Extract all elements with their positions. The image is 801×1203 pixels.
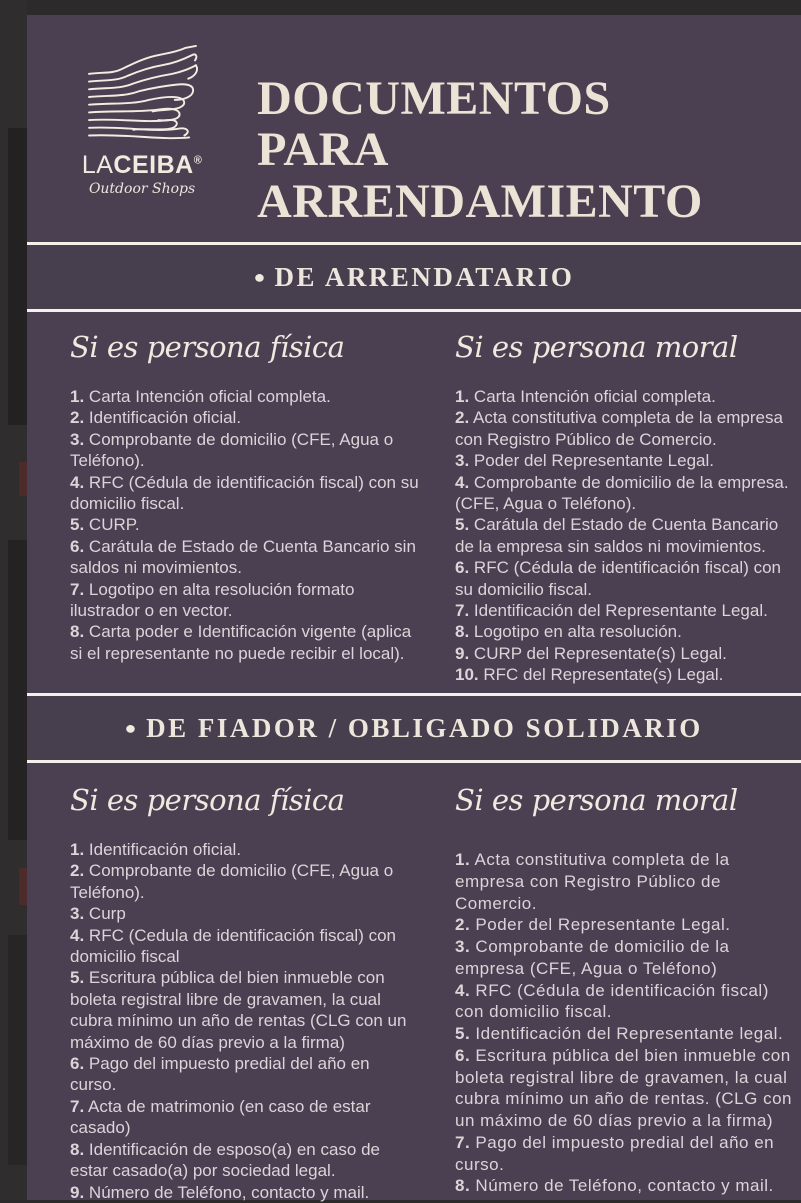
- item-text: Pago del impuesto predial del año en curso.: [455, 1132, 775, 1174]
- item-number: 1.: [70, 387, 85, 406]
- list-item: [455, 1045, 801, 1132]
- section-title: DE FIADOR / OBLIGADO SOLIDARIO: [146, 712, 703, 743]
- item-number: 8.: [70, 622, 85, 642]
- item-text: Carátula de Estado de Cuenta Bancario sin saldos ni movimientos.: [70, 536, 416, 578]
- column-persona-fisica: [70, 783, 420, 1203]
- item-number: 6.: [70, 1054, 85, 1074]
- brand-name-light: LA: [81, 151, 114, 179]
- item-text: Identificación oficial.: [88, 408, 242, 428]
- item-text: Carta Intención oficial completa.: [88, 387, 331, 406]
- item-number: 6.: [455, 1045, 471, 1065]
- item-text: Identificación oficial.: [88, 840, 242, 859]
- background-thumbnail: [8, 935, 27, 1165]
- brand-name-bold: CEIBA: [113, 151, 194, 179]
- list-item: [70, 903, 420, 924]
- background-feed-strip: [0, 0, 27, 1200]
- background-thumbnail: [19, 462, 27, 496]
- list-item: [455, 643, 801, 664]
- item-text: Poder del Representante Legal.: [475, 915, 731, 935]
- section-band-arrendatario: [27, 242, 801, 312]
- item-text: Número de Teléfono, contacto y mail.: [475, 1176, 774, 1196]
- brand-tagline: Outdoor Shops: [88, 181, 196, 197]
- item-number: 3.: [70, 904, 85, 924]
- list-item: [70, 536, 420, 579]
- item-number: 7.: [70, 579, 85, 599]
- item-text: Identificación de esposo(a) en caso de estar casado(a) por sociedad legal.: [70, 1139, 380, 1181]
- page-title-line2: PARA ARRENDAMIENTO: [257, 123, 703, 228]
- list-item: [455, 472, 801, 515]
- item-number: 5.: [455, 515, 470, 535]
- column-persona-fisica: [70, 330, 420, 686]
- item-number: 10.: [455, 665, 479, 685]
- bullet-icon: ●: [124, 718, 137, 738]
- item-text: RFC (Cédula de identificación fiscal) con su domicilio fiscal.: [455, 558, 782, 599]
- section-arrendatario-columns: [70, 330, 801, 686]
- column-heading: Si es persona física: [70, 330, 345, 364]
- list-item: [70, 860, 420, 903]
- item-number: 5.: [70, 515, 85, 535]
- item-number: 4.: [70, 472, 85, 492]
- item-text: Acta de matrimonio (en caso de estar casado): [70, 1096, 371, 1138]
- item-text: Comprobante de domicilio (CFE, Agua o Teléfono).: [70, 861, 394, 902]
- page-title-line1: DOCUMENTOS: [257, 72, 611, 125]
- list-item: [455, 407, 801, 450]
- topographic-contours-icon: [79, 45, 205, 149]
- column-persona-moral: [455, 330, 801, 686]
- item-text: RFC del Representate(s) Legal.: [483, 665, 724, 685]
- item-text: RFC (Cédula de identificación fiscal) con domicilio fiscal.: [455, 980, 769, 1022]
- document-list: [70, 839, 420, 1203]
- item-text: CURP del Representate(s) Legal.: [473, 643, 727, 663]
- page-title: [257, 73, 801, 227]
- item-text: RFC (Cedula de identificación fiscal) con domicilio fiscal: [70, 925, 397, 967]
- item-number: 9.: [455, 643, 470, 663]
- list-item: [70, 1139, 420, 1182]
- list-item: [70, 925, 420, 968]
- item-text: Comprobante de domicilio de la empresa. (CFE, Agua o Teléfono).: [455, 472, 789, 514]
- background-thumbnail: [8, 128, 27, 425]
- item-text: Identificación del Representante Legal.: [473, 601, 768, 621]
- list-item: [455, 1175, 801, 1197]
- list-item: [70, 386, 420, 407]
- list-item: [70, 967, 420, 1053]
- list-item: [70, 839, 420, 860]
- item-number: 2.: [70, 408, 85, 428]
- document-list: [70, 386, 420, 664]
- item-number: 6.: [70, 536, 85, 556]
- item-text: Escritura pública del bien inmueble con boleta registral libre de gravamen, la cual cubra mínimo un año de rentas. (CLG con un máximo de 60 días previo a la firma): [455, 1045, 792, 1130]
- brand-name: [67, 151, 217, 180]
- item-number: 3.: [455, 451, 470, 471]
- list-item: [455, 621, 801, 642]
- item-text: Carátula del Estado de Cuenta Bancario de la empresa sin saldos ni movimientos.: [455, 515, 779, 556]
- item-text: Pago del impuesto predial del año en curso.: [70, 1054, 370, 1095]
- list-item: [455, 450, 801, 471]
- list-item: [70, 621, 420, 664]
- item-text: RFC (Cédula de identificación fiscal) con su domicilio fiscal.: [70, 472, 419, 514]
- list-item: [70, 1053, 420, 1096]
- registered-mark: ®: [193, 154, 203, 167]
- column-heading: Si es persona moral: [455, 330, 738, 364]
- item-number: 4.: [455, 980, 471, 1000]
- item-text: Logotipo en alta resolución.: [473, 622, 682, 642]
- list-item: [455, 980, 801, 1024]
- item-text: Carta poder e Identificación vigente (aplica si el representante no puede recibir el local).: [70, 622, 412, 663]
- list-item: [455, 1023, 801, 1045]
- item-number: 8.: [70, 1139, 85, 1159]
- list-item: [455, 514, 801, 557]
- section-title: DE ARRENDATARIO: [274, 261, 575, 292]
- column-heading: Si es persona moral: [455, 783, 738, 817]
- item-text: Comprobante de domicilio (CFE, Agua o Teléfono).: [70, 429, 394, 471]
- item-text: Escritura pública del bien inmueble con boleta registral libre de gravamen, la cual cubra mínimo un año de rentas (CLG con un máximo de 60 días previo a la firma): [70, 968, 407, 1052]
- item-number: 6.: [455, 558, 470, 578]
- list-item: [70, 579, 420, 622]
- list-item: [70, 407, 420, 428]
- item-number: 2.: [70, 861, 85, 881]
- item-number: 2.: [455, 915, 471, 935]
- list-item: [70, 429, 420, 472]
- item-text: Acta constitutiva completa de la empresa con Registro Público de Comercio.: [455, 408, 783, 449]
- item-number: 8.: [455, 1176, 471, 1196]
- item-number: 5.: [455, 1024, 471, 1043]
- list-item: [455, 664, 801, 685]
- list-item: [455, 386, 801, 407]
- item-number: 5.: [70, 968, 85, 988]
- item-number: 4.: [455, 472, 470, 492]
- item-text: Curp: [88, 904, 126, 924]
- item-number: 3.: [455, 937, 471, 956]
- background-thumbnail: [19, 868, 27, 905]
- list-item: [455, 849, 801, 914]
- brand-logo: [67, 45, 217, 227]
- list-item: [455, 600, 801, 621]
- item-text: Identificación del Representante legal.: [475, 1024, 784, 1043]
- list-item: [455, 914, 801, 936]
- bullet-icon: ●: [253, 267, 266, 287]
- item-text: Número de Teléfono, contacto y mail.: [88, 1182, 370, 1202]
- document-list: [455, 849, 801, 1197]
- item-number: 3.: [70, 429, 85, 449]
- item-number: 4.: [70, 925, 85, 945]
- list-item: [455, 936, 801, 980]
- section-band-fiador: [27, 693, 801, 763]
- flyer-panel: [27, 15, 801, 1200]
- item-number: 1.: [455, 850, 471, 869]
- item-number: 7.: [455, 1132, 471, 1152]
- item-text: Comprobante de domicilio de la empresa (CFE, Agua o Teléfono): [455, 937, 730, 978]
- item-number: 9.: [70, 1182, 85, 1202]
- item-text: Acta constitutiva completa de la empresa con Registro Público de Comercio.: [455, 850, 730, 913]
- item-text: Logotipo en alta resolución formato ilustrador o en vector.: [70, 579, 355, 621]
- list-item: [455, 1132, 801, 1176]
- item-number: 7.: [455, 601, 470, 621]
- item-number: 1.: [455, 387, 470, 406]
- background-thumbnail: [8, 540, 27, 840]
- list-item: [455, 557, 801, 600]
- item-number: 2.: [455, 408, 470, 428]
- section-fiador-columns: [70, 783, 801, 1203]
- item-number: 8.: [455, 622, 470, 642]
- list-item: [70, 472, 420, 515]
- item-number: 1.: [70, 840, 85, 859]
- item-text: CURP.: [88, 515, 140, 535]
- column-heading: Si es persona física: [70, 783, 345, 817]
- item-number: 7.: [70, 1096, 85, 1116]
- document-list: [455, 386, 801, 686]
- item-text: Carta Intención oficial completa.: [473, 387, 716, 406]
- list-item: [70, 514, 420, 535]
- item-text: Poder del Representante Legal.: [473, 451, 714, 471]
- column-persona-moral: [455, 783, 801, 1203]
- flyer-header: [27, 45, 801, 227]
- list-item: [70, 1096, 420, 1139]
